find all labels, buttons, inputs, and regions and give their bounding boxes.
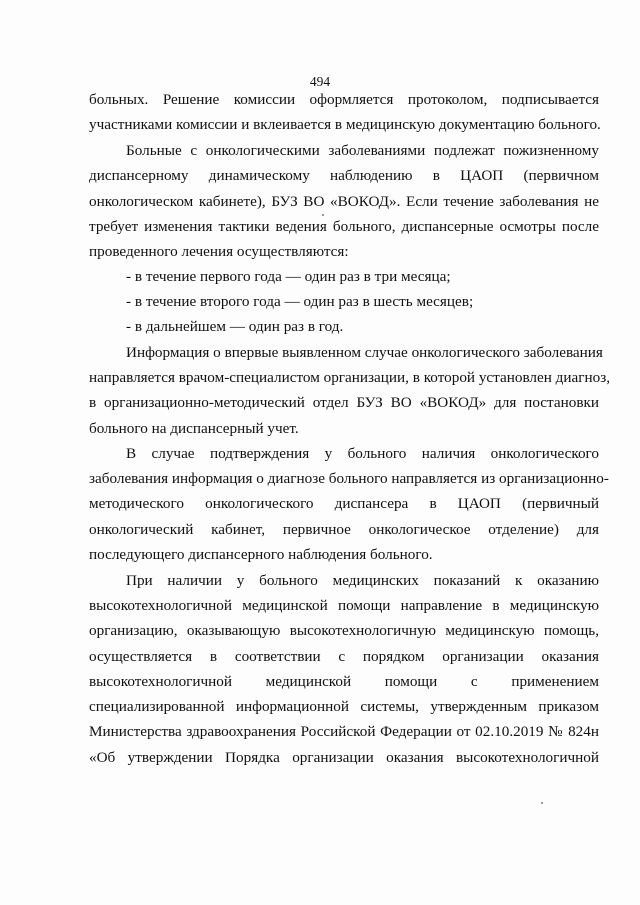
list-item: - в течение второго года — один раз в шесть месяцев; (126, 293, 474, 310)
list-item: - в течение первого года — один раз в три месяца; (126, 268, 451, 285)
text-line: В случае подтверждения у больного наличия онкологического (126, 445, 599, 462)
text-line: в организационно-методический отдел БУЗ ВО «ВОКОД» для постановки (89, 394, 599, 411)
text-line: специализированной информационной системы, утвержденным приказом (89, 698, 599, 715)
text-line: Министерства здравоохранения Российской Федерации от 02.10.2019 № 824н (89, 723, 599, 740)
text-line: Больные с онкологическими заболеваниями подлежат пожизненному (126, 142, 599, 159)
text-line: осуществляется в соответствии с порядком организации оказания (89, 648, 599, 665)
text-line: больных. Решение комиссии оформляется протоколом, подписывается (89, 91, 599, 108)
text-line: заболевания информация о диагнозе больного направляется из организационно- (89, 470, 609, 487)
text-line: участниками комиссии и вклеивается в медицинскую документацию больного. (89, 116, 601, 133)
text-line: направляется врачом-специалистом организации, в которой установлен диагноз, (89, 369, 611, 386)
text-line: больного на диспансерный учет. (89, 420, 299, 437)
page-number: 494 (309, 74, 331, 89)
text-line: методического онкологического диспансера в ЦАОП (первичный (89, 495, 599, 512)
text-line: «Об утверждении Порядка организации оказания высокотехнологичной (89, 749, 599, 766)
text-line: организацию, оказывающую высокотехнологичную медицинскую помощь, (89, 622, 599, 639)
text-line: проведенного лечения осуществляются: (89, 243, 349, 260)
text-line: требует изменения тактики ведения больного, диспансерные осмотры после (89, 218, 599, 235)
text-line: диспансерному динамическому наблюдению в ЦАОП (первичном (89, 167, 599, 184)
text-line: При наличии у больного медицинских показаний к оказанию (126, 572, 599, 589)
text-line: онкологическом кабинете), БУЗ ВО «ВОКОД». Если течение заболевания не (89, 193, 599, 210)
list-item: - в дальнейшем — один раз в год. (126, 318, 344, 335)
text-line: Информация о впервые выявленном случае онкологического заболевания (126, 344, 603, 361)
text-line: высокотехнологичной медицинской помощи направление в медицинскую (89, 597, 599, 614)
text-line: высокотехнологичной медицинской помощи с применением (89, 673, 599, 690)
text-line: последующего диспансерного наблюдения больного. (89, 546, 433, 563)
scan-speck (322, 214, 324, 216)
text-line: онкологический кабинет, первичное онкологическое отделение) для (89, 521, 599, 538)
scan-speck (541, 802, 543, 804)
